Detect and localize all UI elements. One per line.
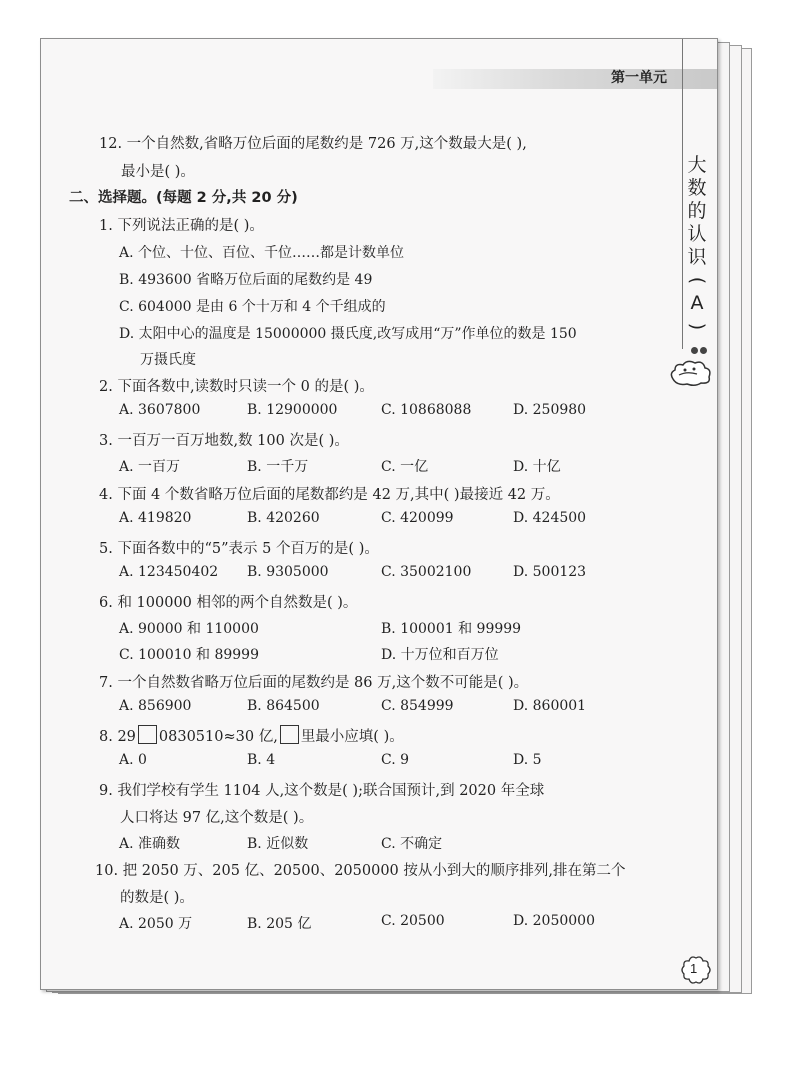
q9-line1: 9. 我们学校有学生 1104 人,这个数是( );联合国预计,到 2020 年全球 xyxy=(99,783,545,799)
q1-option-d-cont: 万摄氏度 xyxy=(140,352,196,368)
q6-option-b: B. 100001 和 99999 xyxy=(381,621,522,637)
q3-option-b: B. 一千万 xyxy=(247,459,309,475)
q2-option-c: C. 10868088 xyxy=(381,402,472,418)
q4-option-b: B. 420260 xyxy=(247,510,320,526)
q4-option-c: C. 420099 xyxy=(381,510,454,526)
q8-stem-mid: 0830510≈30 亿, xyxy=(158,729,278,745)
blank-box xyxy=(138,725,157,744)
unit-label: 第一单元 xyxy=(611,70,667,86)
q10-option-d: D. 2050000 xyxy=(513,913,595,929)
q2-option-d: D. 250980 xyxy=(513,402,587,418)
side-title-char: ) xyxy=(686,322,709,331)
q6-option-a: A. 90000 和 110000 xyxy=(119,621,259,637)
side-title-char: 的 xyxy=(687,200,707,222)
q5-stem: 5. 下面各数中的“5”表示 5 个百万的是( )。 xyxy=(99,541,379,557)
q10-option-c: C. 20500 xyxy=(381,913,445,929)
q5-option-d: D. 500123 xyxy=(513,564,587,580)
q3-stem: 3. 一百万一百万地数,数 100 次是( )。 xyxy=(99,433,349,449)
section-title: 二、选择题。(每题 2 分,共 20 分) xyxy=(69,190,298,206)
q10-line2: 的数是( )。 xyxy=(120,890,194,906)
q10-option-a: A. 2050 万 xyxy=(119,916,193,932)
q8-option-d: D. 5 xyxy=(513,752,542,768)
q4-stem: 4. 下面 4 个数省略万位后面的尾数都约是 42 万,其中( )最接近 42 万。 xyxy=(99,487,560,503)
q6-option-d: D. 十万位和百万位 xyxy=(381,647,499,663)
q7-stem: 7. 一个自然数省略万位后面的尾数约是 86 万,这个数不可能是( )。 xyxy=(99,675,529,691)
q8-stem xyxy=(99,725,404,746)
q9-option-a: A. 准确数 xyxy=(119,836,181,852)
q9-line2: 人口将达 97 亿,这个数是( )。 xyxy=(120,810,314,826)
side-title-char: 认 xyxy=(687,223,707,245)
side-title-char: 识 xyxy=(687,246,707,268)
q1-option-d: D. 太阳中心的温度是 15000000 摄氏度,改写成用“万”作单位的数是 150 xyxy=(119,326,577,342)
q12-line2: 最小是( )。 xyxy=(121,164,195,180)
q6-option-c: C. 100010 和 89999 xyxy=(119,647,259,663)
side-title-char: ( xyxy=(686,276,709,285)
q10-option-b: B. 205 亿 xyxy=(247,916,312,932)
q8-stem-pre: 8. 29 xyxy=(99,729,136,745)
q2-option-a: A. 3607800 xyxy=(119,402,201,418)
q1-option-c: C. 604000 是由 6 个十万和 4 个千组成的 xyxy=(119,299,386,315)
page-number: 1 xyxy=(690,961,698,976)
q12-line1: 12. 一个自然数,省略万位后面的尾数约是 726 万,这个数最大是( ), xyxy=(99,136,527,152)
q5-option-a: A. 123450402 xyxy=(119,564,219,580)
q8-option-b: B. 4 xyxy=(247,752,276,768)
q8-stem-post: 里最小应填( )。 xyxy=(300,729,404,745)
q5-option-b: B. 9305000 xyxy=(247,564,329,580)
q7-option-b: B. 864500 xyxy=(247,698,320,714)
q8-option-c: C. 9 xyxy=(381,752,410,768)
side-title-char: 数 xyxy=(687,177,707,199)
q7-option-a: A. 856900 xyxy=(119,698,192,714)
side-title-char: A xyxy=(690,292,704,314)
q3-option-d: D. 十亿 xyxy=(513,459,561,475)
worksheet-page xyxy=(40,38,718,990)
blank-box xyxy=(280,725,299,744)
q2-option-b: B. 12900000 xyxy=(247,402,338,418)
q5-option-c: C. 35002100 xyxy=(381,564,472,580)
q7-option-c: C. 854999 xyxy=(381,698,454,714)
side-title-char: 大 xyxy=(687,154,707,176)
q1-stem: 1. 下列说法正确的是( )。 xyxy=(99,218,264,234)
q10-line1: 10. 把 2050 万、205 亿、20500、2050000 按从小到大的顺序排列,排在第二个 xyxy=(95,863,626,879)
q3-option-a: A. 一百万 xyxy=(119,459,181,475)
q9-option-b: B. 近似数 xyxy=(247,836,309,852)
q1-option-a: A. 个位、十位、百位、千位……都是计数单位 xyxy=(119,245,405,261)
q4-option-a: A. 419820 xyxy=(119,510,192,526)
q8-option-a: A. 0 xyxy=(119,752,147,768)
worksheet-content xyxy=(41,39,717,989)
q1-option-b: B. 493600 省略万位后面的尾数约是 49 xyxy=(119,272,373,288)
q4-option-d: D. 424500 xyxy=(513,510,587,526)
q7-option-d: D. 860001 xyxy=(513,698,587,714)
q6-stem: 6. 和 100000 相邻的两个自然数是( )。 xyxy=(99,595,358,611)
q2-stem: 2. 下面各数中,读数时只读一个 0 的是( )。 xyxy=(99,379,374,395)
q9-option-c: C. 不确定 xyxy=(381,836,443,852)
q3-option-c: C. 一亿 xyxy=(381,459,429,475)
